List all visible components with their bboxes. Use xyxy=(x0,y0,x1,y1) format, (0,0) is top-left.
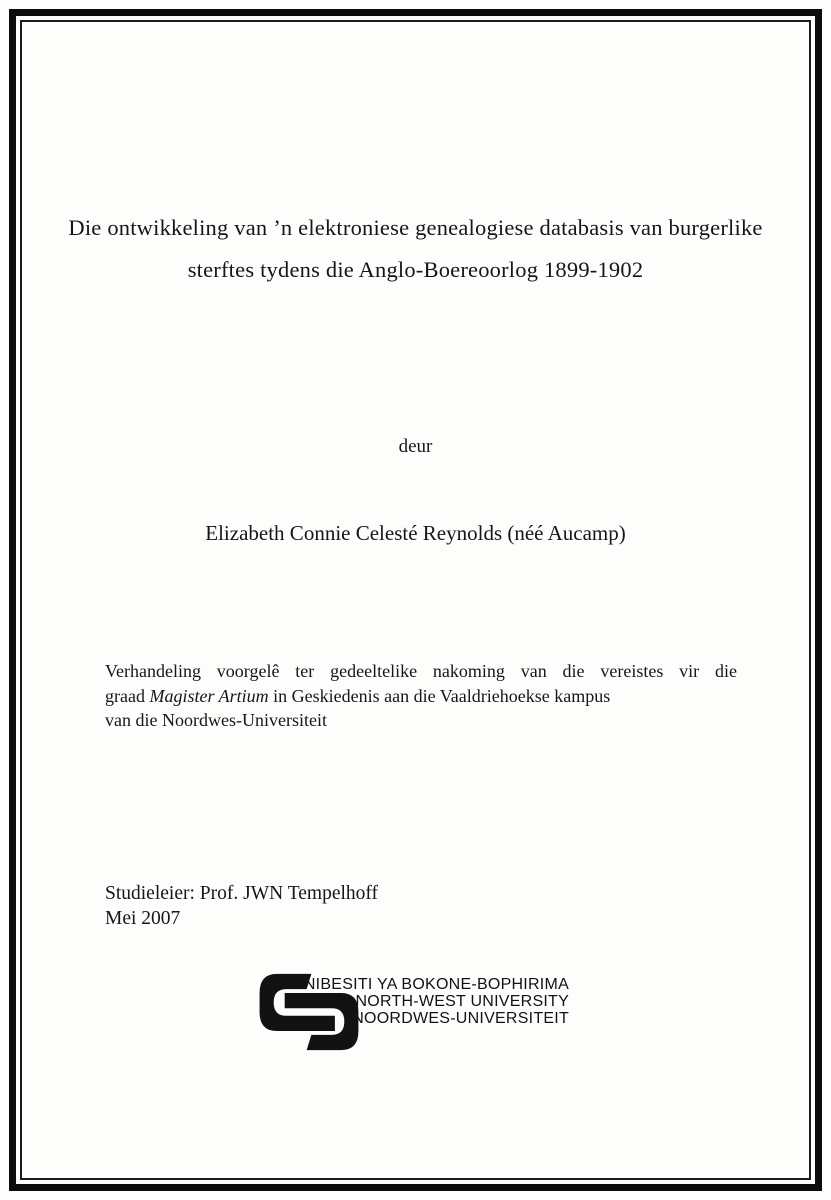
byline: deur xyxy=(398,436,433,457)
title-line-1: Die ontwikkeling van ’n elektroniese genealogiese databasis van xyxy=(68,215,663,240)
author-name: Elizabeth Connie Celesté Reynolds (néé Aucamp) xyxy=(205,521,626,545)
statement-line-2-suffix: in Geskiedenis aan die Vaaldriehoekse kampus xyxy=(268,685,611,706)
page-title xyxy=(60,207,771,291)
statement-line-2 xyxy=(105,684,737,709)
statement-line-1: Verhandeling voorgelê ter gedeeltelike nakoming van die vereistes vir die xyxy=(105,661,737,681)
statement-line-3: van die Noordwes-Universiteit xyxy=(105,710,327,730)
university-wordmark xyxy=(281,976,569,1028)
supervisor-line: Studieleier: Prof. JWN Tempelhoff xyxy=(105,883,379,904)
date-line: Mei 2007 xyxy=(105,908,181,929)
wordmark-line-setswana: YUNIBESITI YA BOKONE-BOPHIRIMA xyxy=(281,976,569,993)
supervisor-block xyxy=(105,881,378,931)
statement-line-2-prefix: graad xyxy=(105,685,150,706)
title-line-2: burgerlike sterftes tydens die Anglo-Boereoorlog 1899-1902 xyxy=(187,215,763,282)
degree-name: Magister Artium xyxy=(149,685,269,706)
university-logo xyxy=(0,968,831,1058)
wordmark-line-afrikaans: NOORDWES-UNIVERSITEIT xyxy=(352,1010,569,1028)
wordmark-line-english: NORTH-WEST UNIVERSITY xyxy=(355,993,569,1011)
thesis-statement xyxy=(105,659,737,733)
